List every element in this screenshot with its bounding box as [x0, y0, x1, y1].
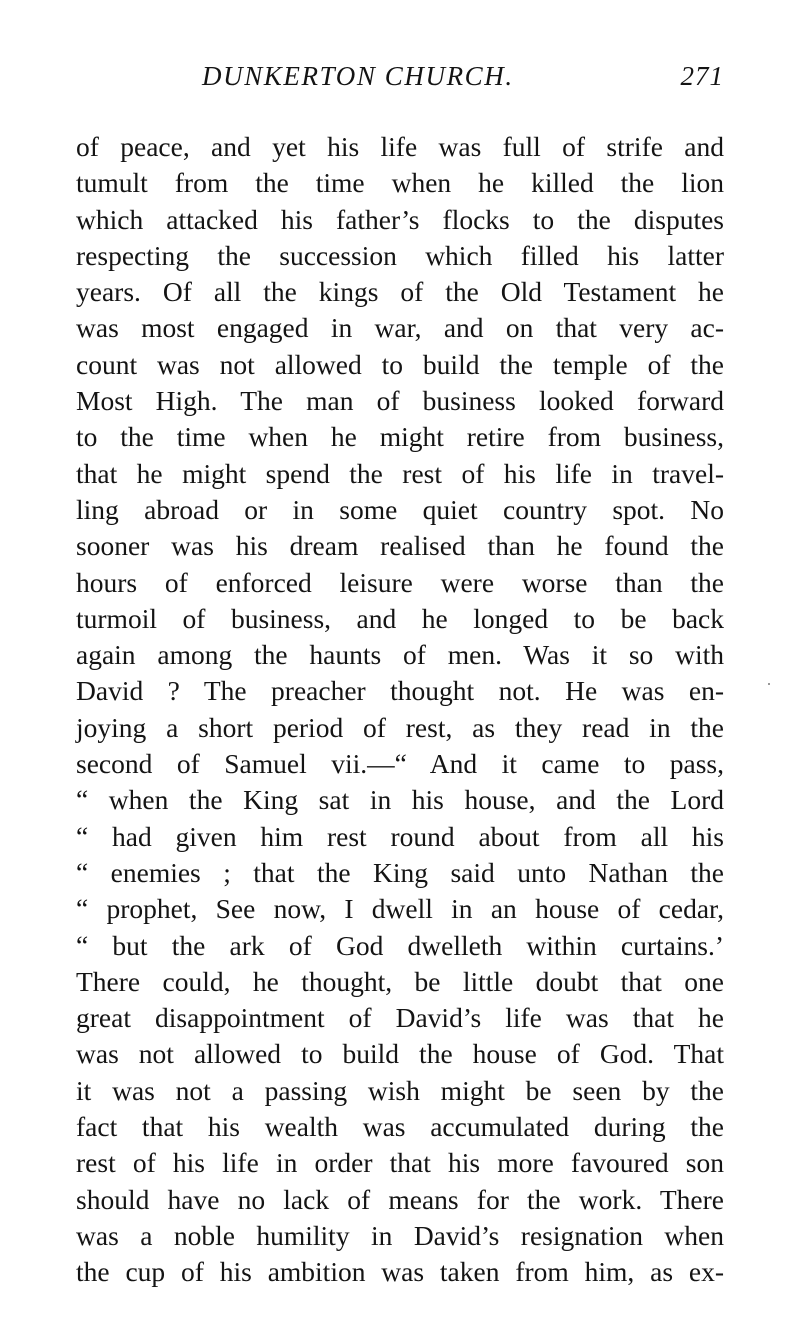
- text-line: tumult from the time when he killed the lion: [76, 167, 724, 199]
- page-number: 271: [680, 61, 724, 91]
- text-line: sooner was his dream realised than he found the: [76, 530, 724, 562]
- text-line: ling abroad or in some quiet country spot. No: [76, 493, 724, 525]
- text-line: the cup of his ambition was taken from him, as ex-: [76, 1256, 724, 1288]
- text-line: respecting the succession which filled his latter: [76, 239, 724, 271]
- text-line: “ but the ark of God dwelleth within curtains.’: [76, 929, 724, 961]
- text-line: “ enemies ; that the King said unto Nathan the: [76, 856, 724, 888]
- text-line: which attacked his father’s flocks to the disputes: [76, 203, 724, 235]
- running-title: DUNKERTON CHURCH.: [202, 61, 514, 91]
- text-line: There could, he thought, be little doubt that one: [76, 965, 724, 997]
- text-line: turmoil of business, and he longed to be back: [76, 602, 724, 634]
- text-line: years. Of all the kings of the Old Testament he: [76, 276, 724, 308]
- running-head: [76, 58, 724, 98]
- text-line: Most High. The man of business looked forward: [76, 385, 724, 417]
- text-line: “ had given him rest round about from all his: [76, 820, 724, 852]
- text-line: fact that his wealth was accumulated during the: [76, 1111, 724, 1143]
- print-speck: [768, 683, 770, 685]
- text-line: “ when the King sat in his house, and the Lord: [76, 784, 724, 816]
- text-line: of peace, and yet his life was full of strife and: [76, 131, 724, 162]
- text-line: David ? The preacher thought not. He was en-: [76, 675, 724, 707]
- text-line: “ prophet, See now, I dwell in an house of cedar,: [76, 893, 724, 925]
- text-line: joying a short period of rest, as they read in the: [76, 711, 724, 743]
- text-line: second of Samuel vii.—“ And it came to pass,: [76, 748, 724, 780]
- text-line: that he might spend the rest of his life in travel-: [76, 457, 724, 489]
- body-text: [76, 129, 724, 1291]
- text-line: rest of his life in order that his more favoured son: [76, 1147, 724, 1179]
- text-line: count was not allowed to build the temple of the: [76, 348, 724, 380]
- text-line: was a noble humility in David’s resignation when: [76, 1219, 724, 1251]
- text-line: great disappointment of David’s life was that he: [76, 1002, 724, 1034]
- text-line: was most engaged in war, and on that very ac-: [76, 312, 724, 344]
- text-line: was not allowed to build the house of God. That: [76, 1038, 724, 1070]
- text-line: to the time when he might retire from business,: [76, 421, 724, 453]
- text-line: hours of enforced leisure were worse than the: [76, 566, 724, 598]
- text-line: it was not a passing wish might be seen by the: [76, 1074, 724, 1106]
- text-line: again among the haunts of men. Was it so with: [76, 639, 724, 671]
- text-line: should have no lack of means for the work. There: [76, 1183, 724, 1215]
